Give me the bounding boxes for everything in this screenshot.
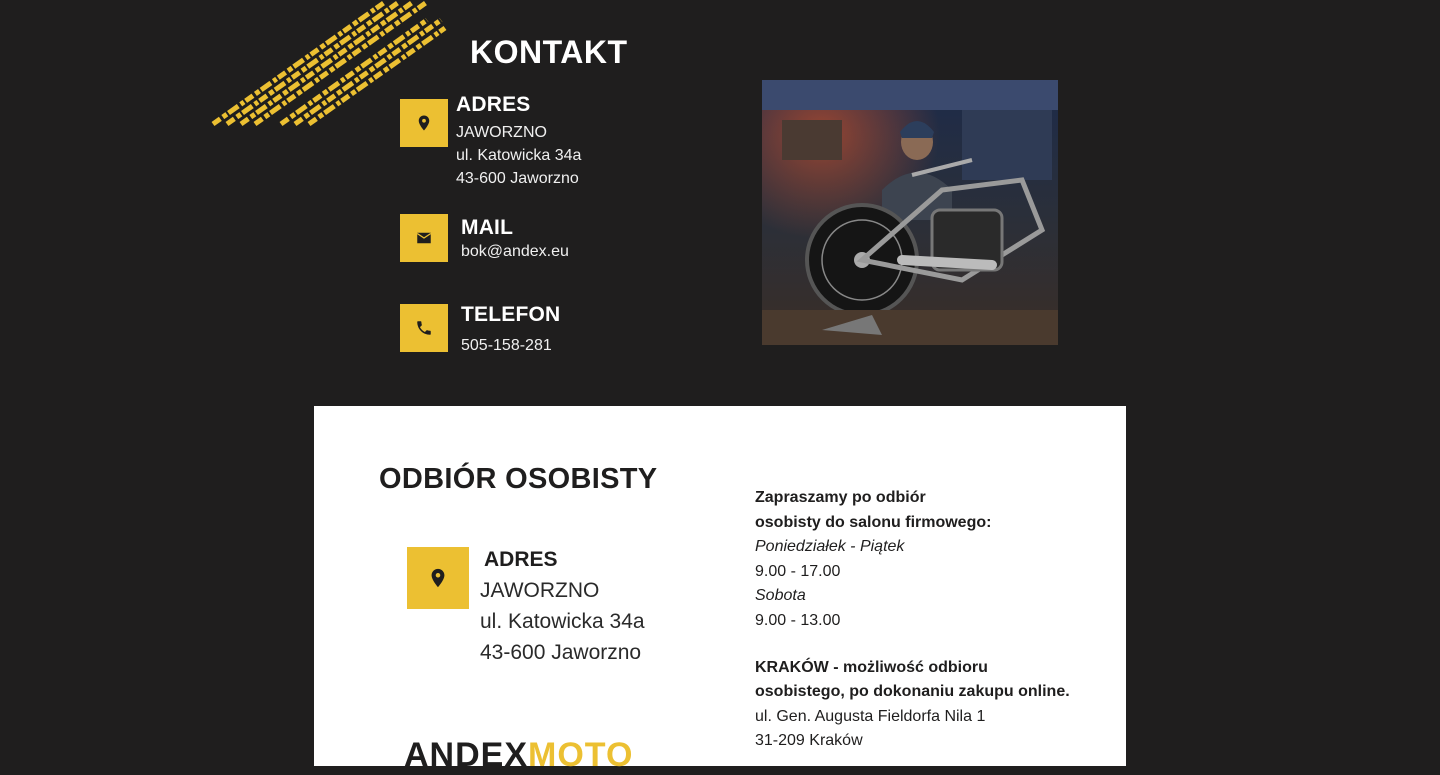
contact-address-block bbox=[456, 121, 581, 190]
pickup-address-block bbox=[480, 575, 645, 668]
contact-title: KONTAKT bbox=[470, 34, 628, 70]
weekdays-hours: 9.00 - 17.00 bbox=[755, 562, 841, 580]
map-pin-icon bbox=[407, 547, 469, 609]
contact-mail-link[interactable]: bok@andex.eu bbox=[461, 243, 569, 260]
pickup-card bbox=[314, 406, 1126, 774]
map-pin-icon bbox=[400, 99, 448, 147]
saturday-hours: 9.00 - 13.00 bbox=[755, 611, 841, 629]
contact-address-label: ADRES bbox=[456, 93, 531, 116]
contact-mail-label: MAIL bbox=[461, 216, 514, 239]
pickup-address-street: ul. Katowicka 34a bbox=[480, 610, 645, 633]
krakow-city: 31-209 Kraków bbox=[755, 732, 863, 750]
krakow-line2: osobistego, po dokonaniu zakupu online. bbox=[755, 683, 1070, 701]
krakow-street: ul. Gen. Augusta Fieldorfa Nila 1 bbox=[755, 707, 986, 725]
workshop-photo bbox=[762, 80, 1058, 345]
pickup-info bbox=[755, 486, 1115, 754]
address-city: JAWORZNO bbox=[456, 124, 547, 141]
andexmoto-logo[interactable] bbox=[404, 736, 633, 775]
weekdays-label: Poniedziałek - Piątek bbox=[755, 538, 905, 556]
logo-part-moto: MOTO bbox=[528, 736, 634, 774]
logo-part-andex: ANDEX bbox=[404, 736, 529, 774]
pickup-address-label: ADRES bbox=[484, 548, 558, 571]
krakow-line1: KRAKÓW - możliwość odbioru bbox=[755, 658, 988, 676]
contact-phone-label: TELEFON bbox=[461, 303, 561, 326]
pickup-title: ODBIÓR OSOBISTY bbox=[379, 463, 658, 495]
pickup-address-postcode: 43-600 Jaworzno bbox=[480, 641, 642, 664]
pickup-intro-line1: Zapraszamy po odbiór bbox=[755, 489, 926, 506]
address-street: ul. Katowicka 34a bbox=[456, 147, 582, 164]
contact-phone-link[interactable]: 505-158-281 bbox=[461, 337, 552, 354]
phone-icon bbox=[400, 304, 448, 352]
envelope-icon bbox=[400, 214, 448, 262]
saturday-label: Sobota bbox=[755, 587, 806, 605]
pickup-address-city: JAWORZNO bbox=[480, 579, 600, 602]
address-postcode: 43-600 Jaworzno bbox=[456, 170, 579, 187]
pickup-intro-line2: osobisty do salonu firmowego: bbox=[755, 513, 992, 531]
